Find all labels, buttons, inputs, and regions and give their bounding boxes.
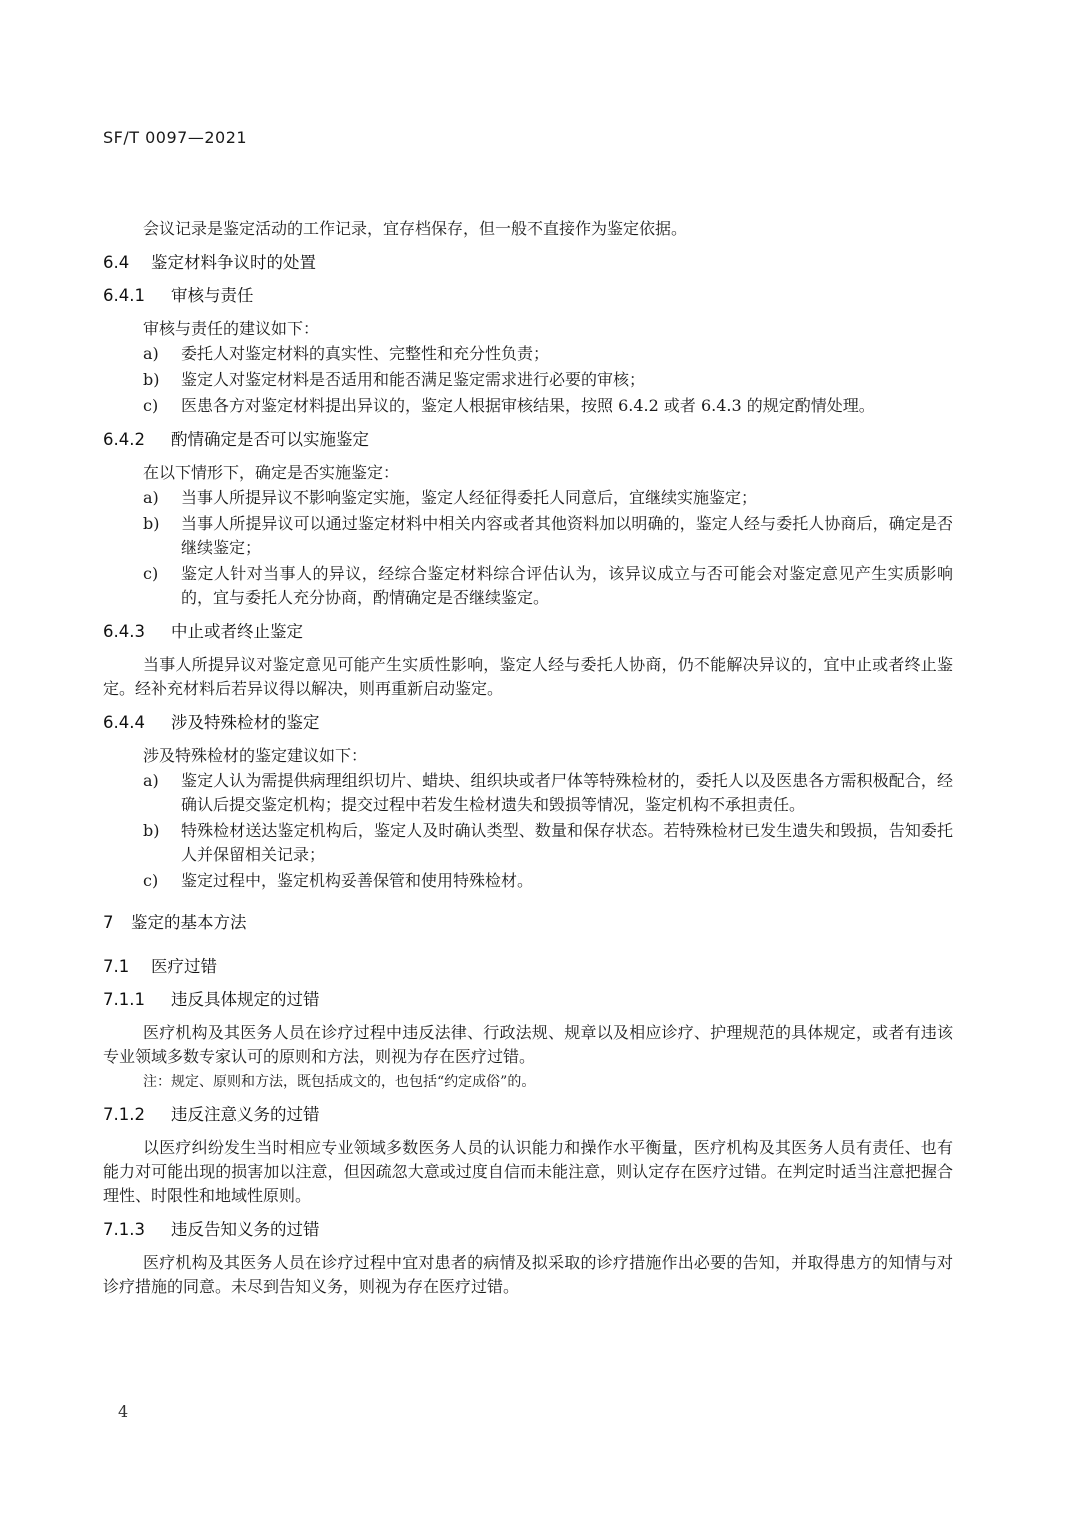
section-number: 7.1.1: [103, 990, 145, 1009]
section-number: 6.4.3: [103, 622, 145, 641]
section-title: 中止或者终止鉴定: [171, 622, 303, 641]
paragraph-6-4-3: 当事人所提异议对鉴定意见可能产生实质性影响，鉴定人经与委托人协商，仍不能解决异议的，宜中止或者终止鉴定。经补充材料后若异议得以解决，则再重新启动鉴定。: [103, 655, 953, 698]
item-text: 鉴定过程中，鉴定机构妥善保管和使用特殊检材。: [181, 871, 534, 890]
section-number: 7.1.3: [103, 1220, 145, 1239]
section-title: 违反告知义务的过错: [171, 1220, 320, 1239]
list-item: [103, 819, 953, 867]
section-title: 审核与责任: [171, 286, 254, 305]
list-item: [103, 342, 953, 366]
heading-6-4-4: [103, 711, 953, 735]
heading-6-4-1: [103, 284, 953, 308]
item-label: a): [143, 344, 159, 363]
item-label: a): [143, 488, 159, 507]
section-number: 7.1: [103, 957, 130, 976]
section-title: 鉴定的基本方法: [131, 913, 247, 932]
list-intro: 审核与责任的建议如下：: [143, 319, 320, 338]
list-6-4-4: [103, 769, 953, 893]
page-body: [103, 217, 953, 1309]
heading-6-4-2: [103, 428, 953, 452]
list-item: [103, 368, 953, 392]
list-item: [103, 486, 953, 510]
item-label: b): [143, 514, 160, 533]
note-7-1-1: 注：规定、原则和方法，既包括成文的，也包括“约定成俗”的。: [143, 1074, 536, 1090]
section-title: 鉴定材料争议时的处置: [151, 253, 316, 272]
page-number: 4: [118, 1402, 129, 1421]
item-text: 当事人所提异议不影响鉴定实施，鉴定人经征得委托人同意后，宜继续实施鉴定；: [181, 488, 758, 507]
item-text: 鉴定人对鉴定材料是否适用和能否满足鉴定需求进行必要的审核；: [181, 370, 646, 389]
heading-7: [103, 911, 953, 935]
section-number: 6.4.4: [103, 713, 145, 732]
item-label: c): [143, 564, 159, 583]
list-6-4-1: [103, 342, 953, 418]
list-intro: 在以下情形下，确定是否实施鉴定：: [143, 463, 400, 482]
list-item: [103, 562, 953, 610]
list-item: [103, 869, 953, 893]
section-number: 7.1.2: [103, 1105, 145, 1124]
list-item: [103, 394, 953, 418]
item-text: 当事人所提异议可以通过鉴定材料中相关内容或者其他资料加以明确的，鉴定人经与委托人协商后，确定是否继续鉴定；: [181, 514, 953, 557]
item-text: 委托人对鉴定材料的真实性、完整性和充分性负责；: [181, 344, 550, 363]
item-label: a): [143, 771, 159, 790]
heading-6-4: [103, 251, 953, 275]
standard-code-header: SF/T 0097—2021: [103, 128, 248, 147]
paragraph-7-1-3: 医疗机构及其医务人员在诊疗过程中宜对患者的病情及拟采取的诊疗措施作出必要的告知，并取得患方的知情与对诊疗措施的同意。未尽到告知义务，则视为存在医疗过错。: [103, 1253, 953, 1296]
item-label: b): [143, 821, 160, 840]
paragraph-7-1-2: 以医疗纠纷发生当时相应专业领域多数医务人员的认识能力和操作水平衡量，医疗机构及其医务人员有责任、也有能力对可能出现的损害加以注意，但因疏忽大意或过度自信而未能注意，则认定存在医疗过错。在判定时适当注意把握合理性、时限性和地域性原则。: [103, 1138, 953, 1205]
item-text: 鉴定人认为需提供病理组织切片、蜡块、组织块或者尸体等特殊检材的，委托人以及医患各方需积极配合，经确认后提交鉴定机构；提交过程中若发生检材遗失和毁损等情况，鉴定机构不承担责任。: [181, 771, 953, 814]
heading-6-4-3: [103, 620, 953, 644]
section-number: 7: [103, 913, 114, 932]
section-title: 违反具体规定的过错: [171, 990, 320, 1009]
list-item: [103, 769, 953, 817]
item-text: 鉴定人针对当事人的异议，经综合鉴定材料综合评估认为，该异议成立与否可能会对鉴定意见产生实质影响的，宜与委托人充分协商，酌情确定是否继续鉴定。: [181, 564, 953, 607]
section-title: 违反注意义务的过错: [171, 1105, 320, 1124]
paragraph-7-1-1: 医疗机构及其医务人员在诊疗过程中违反法律、行政法规、规章以及相应诊疗、护理规范的具体规定，或者有违该专业领域多数专家认可的原则和方法，则视为存在医疗过错。: [103, 1023, 953, 1066]
list-item: [103, 512, 953, 560]
intro-paragraph: 会议记录是鉴定活动的工作记录，宜存档保存，但一般不直接作为鉴定依据。: [143, 219, 688, 238]
item-text: 特殊检材送达鉴定机构后，鉴定人及时确认类型、数量和保存状态。若特殊检材已发生遗失和毁损，告知委托人并保留相关记录；: [181, 821, 953, 864]
heading-7-1-2: [103, 1103, 953, 1127]
heading-7-1: [103, 955, 953, 979]
item-label: c): [143, 396, 159, 415]
item-text: 医患各方对鉴定材料提出异议的，鉴定人根据审核结果，按照 6.4.2 或者 6.4.3 的规定酌情处理。: [181, 396, 875, 415]
list-6-4-2: [103, 486, 953, 610]
item-label: b): [143, 370, 160, 389]
heading-7-1-3: [103, 1218, 953, 1242]
item-label: c): [143, 871, 159, 890]
section-title: 涉及特殊检材的鉴定: [171, 713, 320, 732]
heading-7-1-1: [103, 988, 953, 1012]
list-intro: 涉及特殊检材的鉴定建议如下：: [143, 746, 368, 765]
section-number: 6.4: [103, 253, 130, 272]
section-title: 酌情确定是否可以实施鉴定: [171, 430, 369, 449]
section-title: 医疗过错: [151, 957, 217, 976]
section-number: 6.4.2: [103, 430, 145, 449]
section-number: 6.4.1: [103, 286, 145, 305]
